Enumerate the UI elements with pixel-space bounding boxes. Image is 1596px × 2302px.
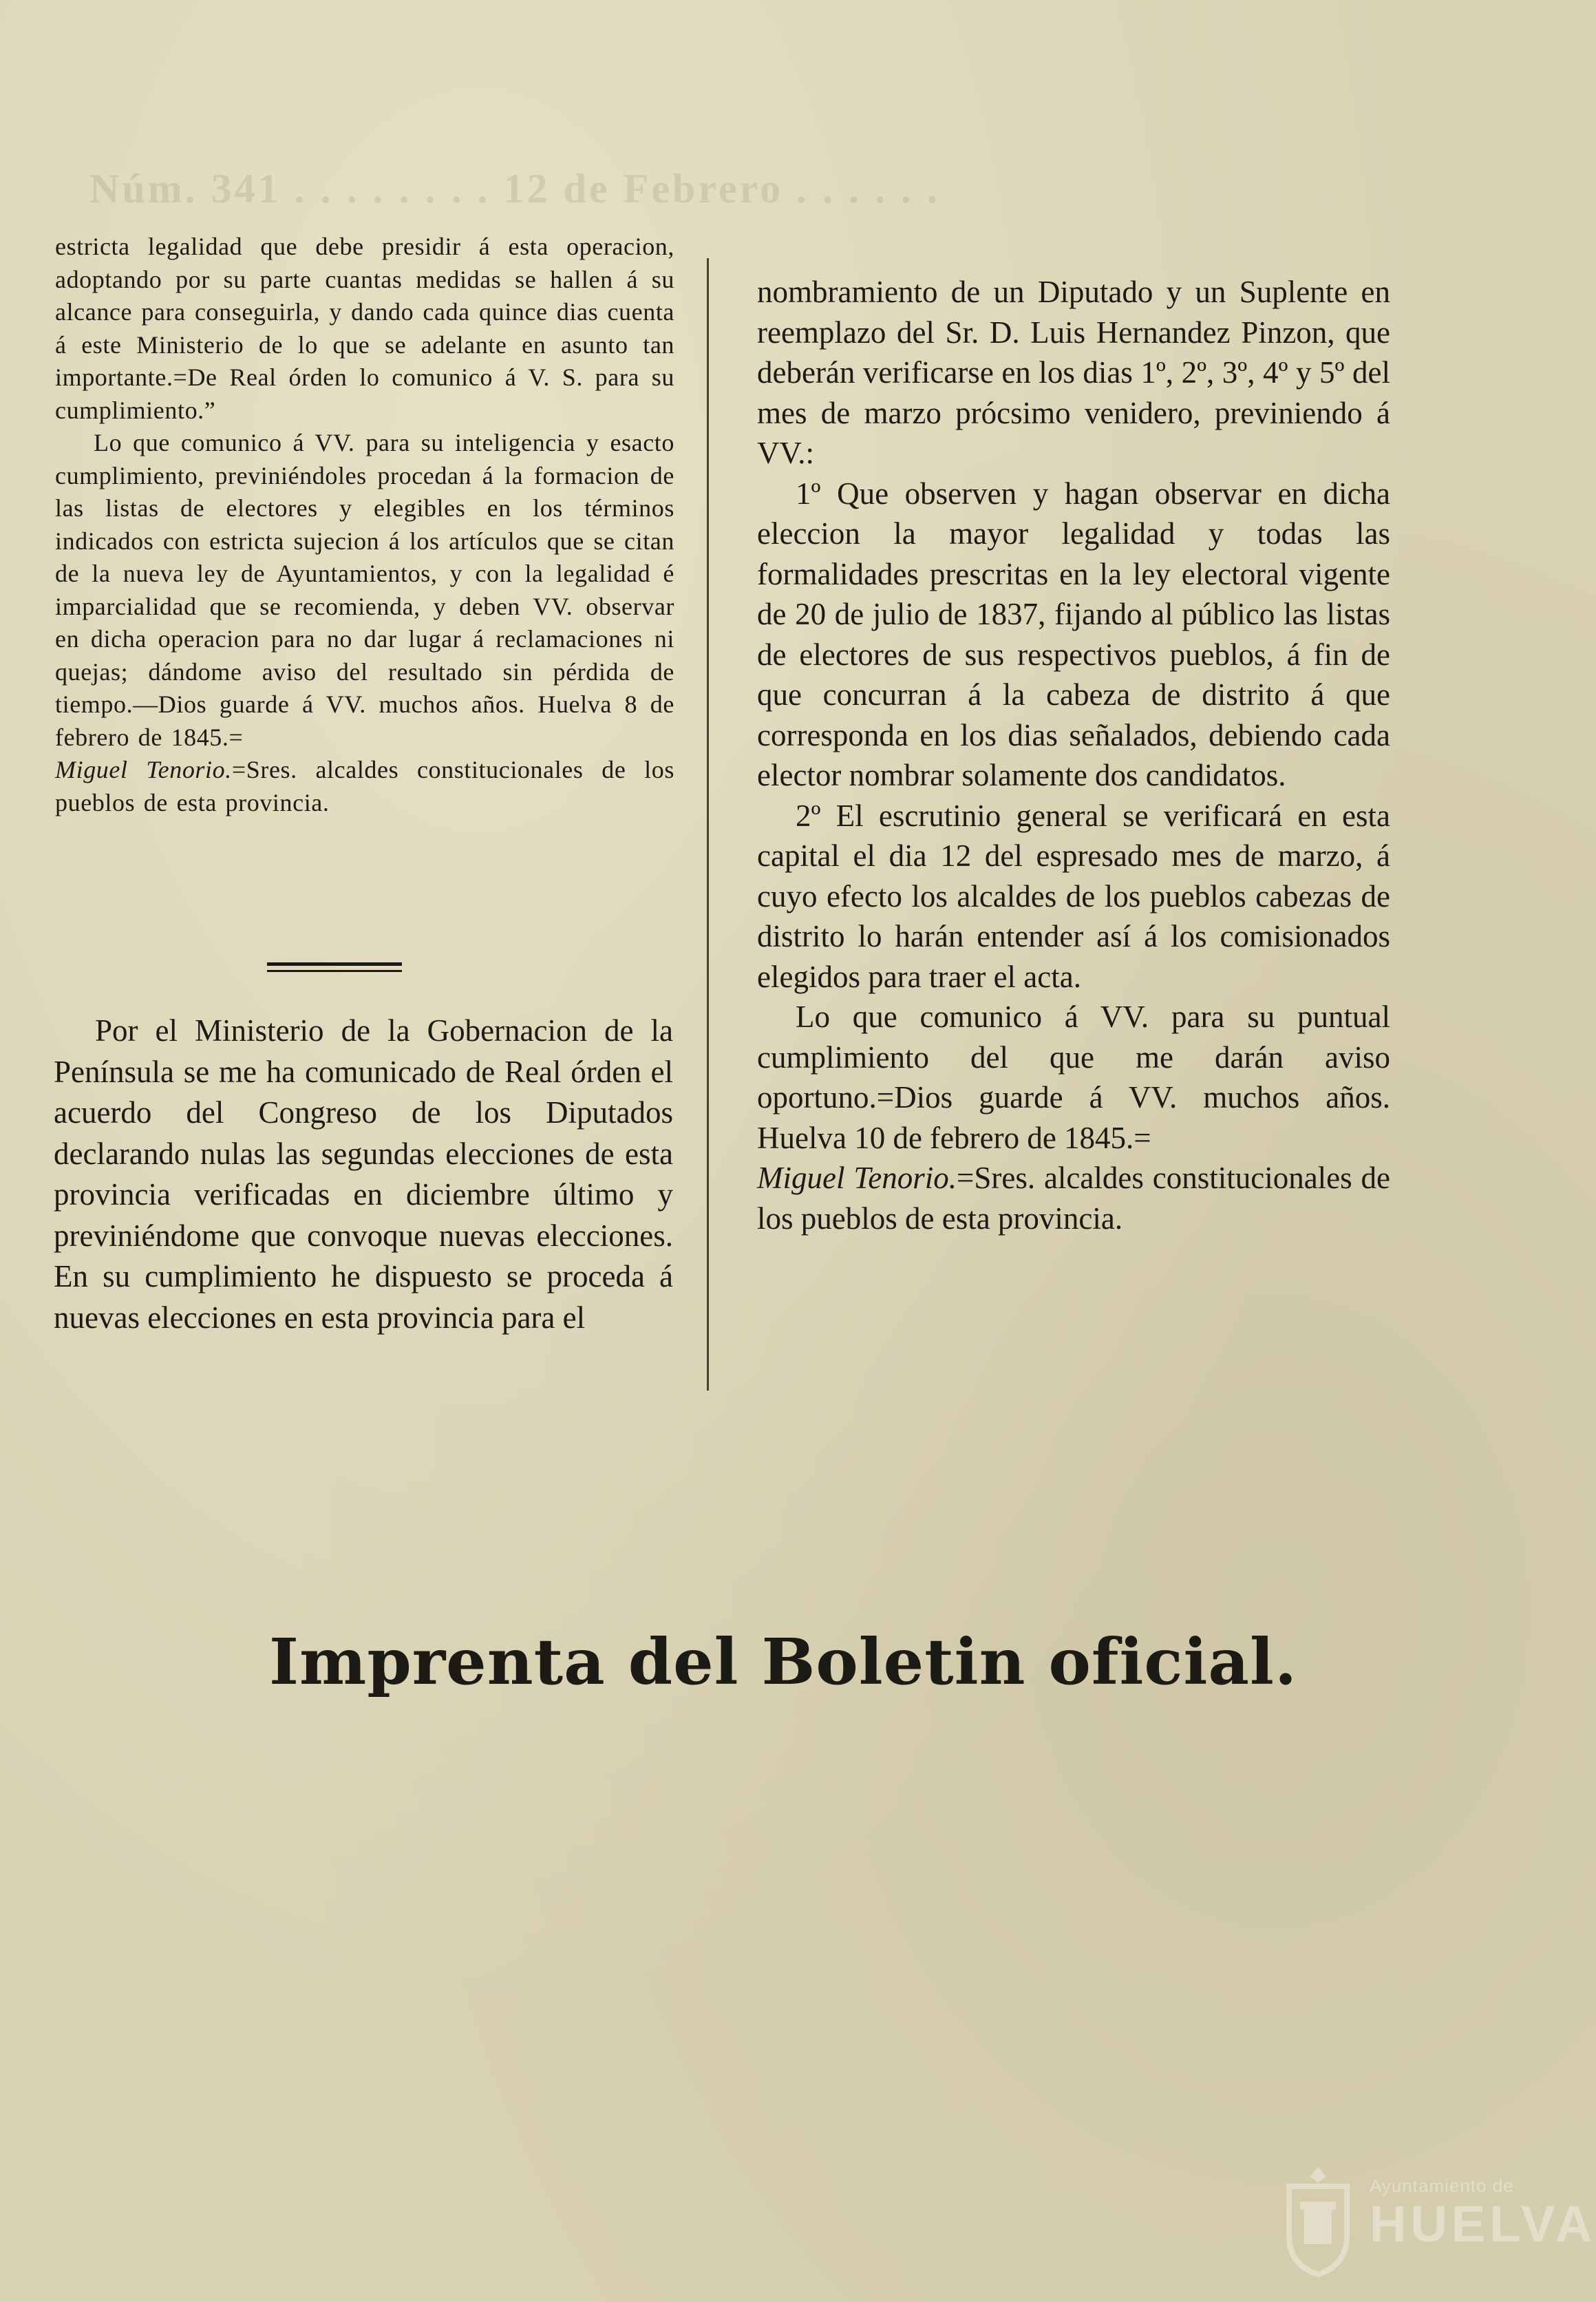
- show-through-text: Núm. 341 . . . . . . . . 12 de Febrero . . . . . .: [89, 166, 941, 211]
- section-separator-rule: [267, 962, 402, 975]
- signature-addressees: =Sres. alcaldes constitucionales de los pueblos de esta provincia.: [55, 756, 674, 816]
- signature-addressees-2: =Sres. alcaldes constitucionales de los pueblos de esta provincia.: [757, 1161, 1390, 1236]
- left-column-bottom: [54, 1011, 673, 1338]
- right-column: [757, 272, 1390, 1238]
- watermark-big-text: HUELVA: [1370, 2195, 1596, 2252]
- paragraph-article-2: 2º El escrutinio general se verificará en esta capital el dia 12 del espresado mes de marzo, á cuyo efecto los alcaldes de los pueblos cabezas de distrito lo harán entender así á los comisionados elegidos para traer el acta.: [757, 798, 1390, 994]
- archive-watermark: [1277, 2162, 1596, 2285]
- paragraph-article-1: 1º Que observen y hagan observar en dicha eleccion la mayor legalidad y todas las formalidades prescritas en la ley electoral vigente de 20 de julio de 1837, fijando al público las listas de electores de sus respectivos pueblos, á fin de que concurran á la cabeza de distrito á que corresponda en los dias señalados, debiendo cada elector nombrar solamente dos candidatos.: [757, 476, 1390, 792]
- printer-imprint: Imprenta del Boletin oficial.: [269, 1625, 1297, 1699]
- signature-name-2: Miguel Tenorio.: [757, 1161, 957, 1195]
- city-seal-icon: [1277, 2162, 1359, 2279]
- paragraph-continuation: estricta legalidad que debe presidir á esta operacion, adoptando por su parte cuantas medidas se hallen á su alcance para conseguirla, y dando cada quince dias cuenta á este Ministerio de lo que se adelante en asunto tan importante.=De Real órden lo comunico á V. S. para su cumplimiento.”: [55, 233, 674, 424]
- signature-line-2: [757, 1158, 1390, 1238]
- signature-name: Miguel Tenorio.: [55, 756, 232, 783]
- signature-line-1: [55, 754, 674, 819]
- paragraph-decree: Por el Ministerio de la Gobernacion de la Península se me ha comunicado de Real órden el acuerdo del Congreso de los Diputados declarando nulas las segundas elecciones de esta provincia verificadas en diciembre último y previniéndome que convoque nuevas elecciones. En su cumplimiento he dispuesto se proceda á nuevas elecciones en esta provincia para el: [54, 1013, 673, 1335]
- paragraph-closing: Lo que comunico á VV. para su puntual cumplimiento del que me darán aviso oportuno.=Dios guarde á VV. muchos años. Huelva 10 de febrero de 1845.=: [757, 1000, 1390, 1155]
- watermark-small-text: Ayuntamiento de: [1370, 2175, 1514, 2196]
- paragraph-instructions: Lo que comunico á VV. para su inteligencia y esacto cumplimiento, previniéndoles procedan á la formacion de las listas de electores y elegibles en los términos indicados con estricta sujecion á los artículos que se citan de la nueva ley de Ayuntamientos, y con la legalidad é imparcialidad que se recomienda, y deben VV. observar en dicha operacion para no dar lugar á reclamaciones ni quejas; dándome aviso del resultado sin pérdida de tiempo.—Dios guarde á VV. muchos años. Huelva 8 de febrero de 1845.=: [55, 429, 674, 751]
- paragraph-nomination: nombramiento de un Diputado y un Suplente en reemplazo del Sr. D. Luis Hernandez Pinzon, que deberán verificarse en los dias 1º, 2º, 3º, 4º y 5º del mes de marzo prócsimo venidero, previniendo á VV.:: [757, 275, 1390, 470]
- left-column-top: [55, 231, 674, 819]
- column-divider: [707, 258, 709, 1391]
